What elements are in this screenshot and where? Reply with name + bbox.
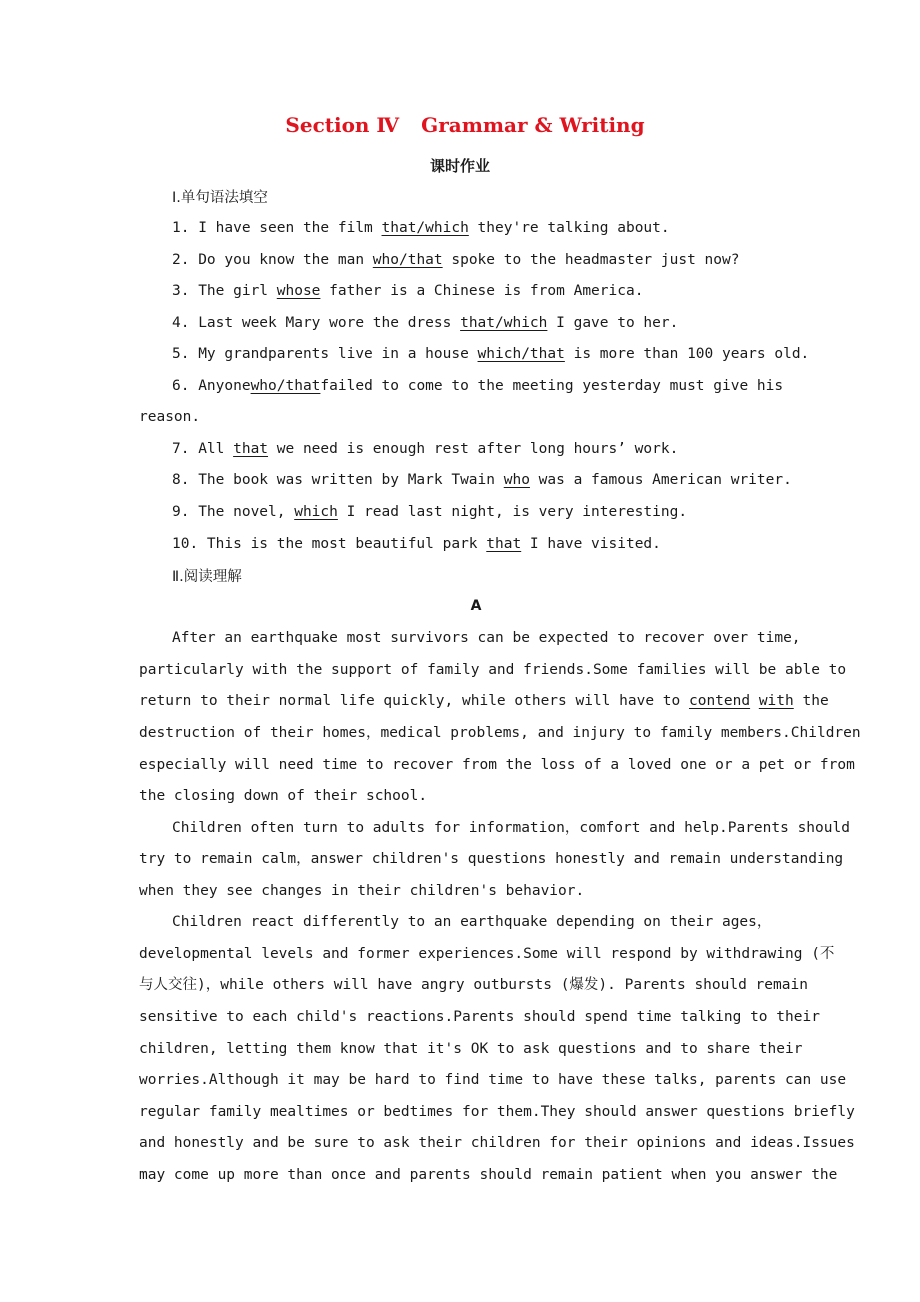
question-6-continued: reason. [139, 409, 201, 425]
answer-7: that [233, 441, 269, 457]
passage-label: A [470, 598, 482, 614]
answer-6: who/that [250, 378, 321, 394]
question-4: 4. Last week Mary wore the dress that/which I gave to her. [172, 315, 679, 331]
answer-10: that [486, 536, 522, 552]
answer-1: that/which [381, 220, 469, 236]
p2-line-3: when they see changes in their children's behavior. [139, 883, 585, 899]
answer-2: who/that [372, 252, 443, 268]
p1-line-6: the closing down of their school. [139, 788, 428, 804]
answer-8: who [503, 472, 530, 488]
p2-line-2: try to remain calm，answer children's questions honestly and remain understanding [139, 851, 844, 867]
question-7: 7. All that we need is enough rest after long hours’ work. [172, 441, 679, 457]
title-topic: Grammar & Writing [421, 113, 645, 137]
p3-line-4: sensitive to each child's reactions.Parents should spend time talking to their [139, 1009, 820, 1025]
p1-line-1 [172, 628, 801, 648]
answer-5: which/that [477, 346, 565, 362]
p1-line-4: destruction of their homes，medical problems, and injury to family members.Children [139, 725, 861, 741]
p3-line-1: Children react differently to an earthquake depending on their ages， [172, 914, 772, 930]
p1-line-2: particularly with the support of family and friends.Some families will be able to [139, 662, 847, 678]
p3-line-9: may come up more than once and parents should remain patient when you answer the [139, 1167, 838, 1183]
page-subtitle: 课时作业 [429, 157, 490, 175]
question-9: 9. The novel, which I read last night, is very interesting. [172, 504, 688, 520]
underlined-with: with [758, 693, 794, 709]
p3-line-2: developmental levels and former experiences.Some will respond by withdrawing (不 [139, 946, 835, 962]
question-1: 1. I have seen the film that/which they're talking about. [172, 220, 670, 236]
page-title [0, 113, 920, 137]
answer-9: which [294, 504, 338, 520]
question-8: 8. The book was written by Mark Twain who was a famous American writer. [172, 472, 792, 488]
p2-line-1: Children often turn to adults for information，comfort and help.Parents should [172, 820, 850, 836]
section2-heading: Ⅱ.阅读理解 [172, 569, 242, 585]
question-5: 5. My grandparents live in a house which/that is more than 100 years old. [172, 346, 810, 362]
p3-line-6: worries.Although it may be hard to find time to have these talks, parents can use [139, 1072, 847, 1088]
question-10: 10. This is the most beautiful park that I have visited. [172, 536, 661, 552]
question-2: 2. Do you know the man who/that spoke to the headmaster just now? [172, 252, 740, 268]
title-section: Section Ⅳ [285, 113, 400, 137]
p1-line-5: especially will need time to recover from the loss of a loved one or a pet or from [139, 757, 855, 773]
underlined-contend: contend [688, 693, 751, 709]
p3-line-7: regular family mealtimes or bedtimes for them.They should answer questions briefly [139, 1104, 855, 1120]
question-6: 6. Anyone who/that failed to come to the meeting yesterday must give his [172, 378, 784, 394]
p1-line-1-text: After an earthquake most survivors can be expected to recover over time, [172, 630, 801, 646]
answer-3: whose [276, 283, 321, 299]
p3-line-3: 与人交往)，while others will have angry outbursts (爆发). Parents should remain [139, 977, 808, 993]
section1-heading: Ⅰ.单句语法填空 [172, 190, 268, 206]
p3-line-5: children, letting them know that it's OK to ask questions and to share their [139, 1041, 803, 1057]
question-3: 3. The girl whose father is a Chinese is from America. [172, 283, 644, 299]
answer-4: that/which [460, 315, 548, 331]
p3-line-8: and honestly and be sure to ask their children for their opinions and ideas.Issues [139, 1135, 855, 1151]
p1-line-3: return to their normal life quickly, while others will have to contend with the [139, 693, 829, 709]
